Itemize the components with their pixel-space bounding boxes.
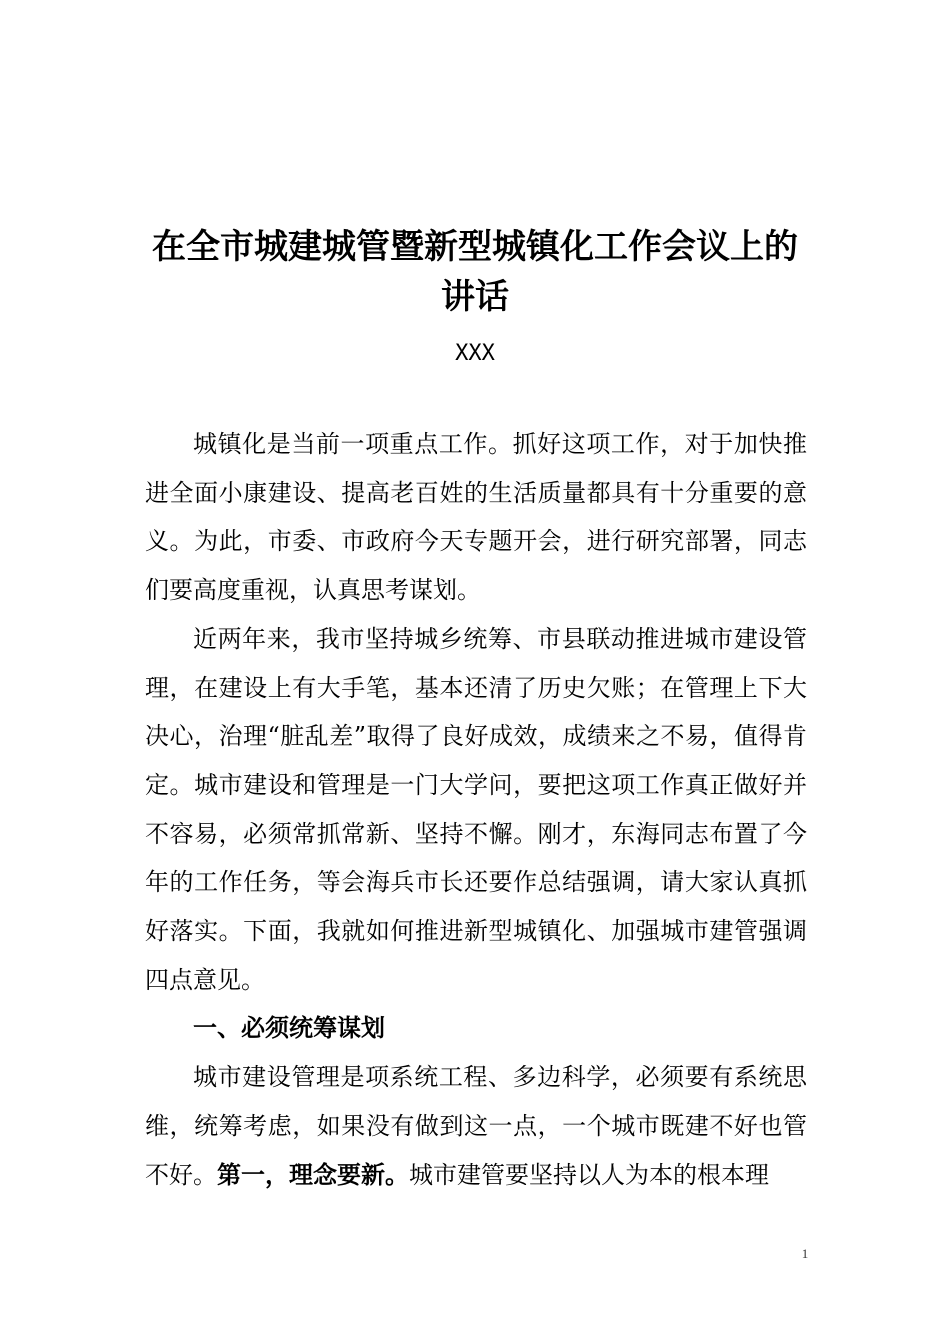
paragraph: [145, 1053, 807, 1199]
author-name: XXX: [455, 341, 495, 366]
paragraph: 城镇化是当前一项重点工作。抓好这项工作，对于加快推进全面小康建设、提高老百姓的生活质量都具有十分重要的意义。为此，市委、市政府今天专题开会，进行研究部署，同志们要高度重视，认真思考谋划。: [145, 430, 807, 605]
bold-lead-phrase: 第一，理念要新。: [217, 1159, 409, 1189]
paragraph: 近两年来，我市坚持城乡统筹、市县联动推进城市建设管理，在建设上有大手笔，基本还清了历史欠账；在管理上下大决心，治理“脏乱差”取得了良好成效，成绩来之不易，值得肯定。城市建设和管理是一门大学问，要把这项工作真正做好并不容易，必须常抓常新、坚持不懈。刚才，东海同志布置了今年的工作任务，等会海兵市长还要作总结强调，请大家认真抓好落实。下面，我就如何推进新型城镇化、加强城市建管强调四点意见。: [145, 624, 807, 994]
paragraph-text: 城市建设管理是项系统工程、多边科学，必须要有系统思维，统筹考虑，如果没有做到这一点，一个城市既建不好也管不好。: [145, 1063, 807, 1189]
document-body: [145, 420, 807, 1199]
paragraph-text: 城市建管要坚持以人为本的根本理: [409, 1160, 769, 1189]
document-title: 在全市城建城管暨新型城镇化工作会议上的讲话: [152, 227, 798, 317]
section-heading: 一、必须统筹谋划: [193, 1013, 385, 1043]
page-number: 1: [801, 1246, 809, 1261]
